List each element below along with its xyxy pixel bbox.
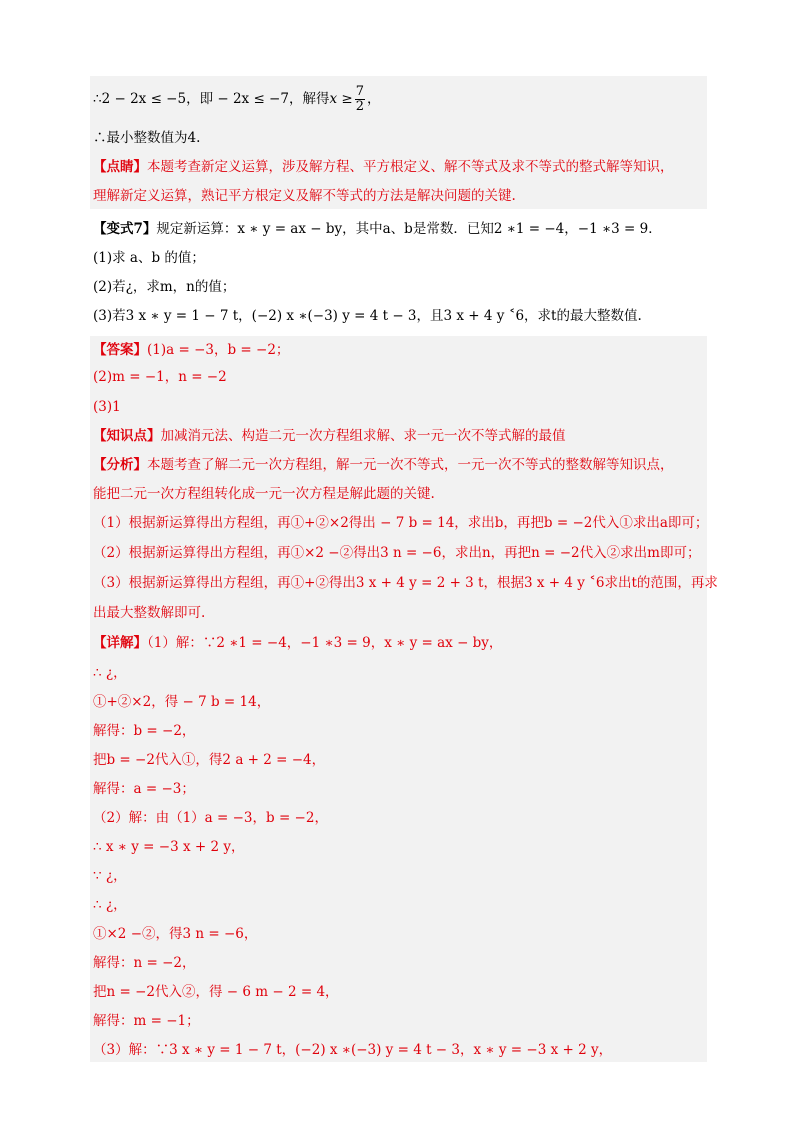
detail-8: ∴ x ∗ y = −3 x + 2 y， [93,839,245,855]
step-2: （2）根据新运算得出方程组，再①×2 −②得出3 n = −6，求出n，再把n = −2代入②求出m即可； [93,545,701,561]
detail-11: ①×2 −②，得3 n = −6， [93,926,258,942]
answer-3: (3)1 [93,399,121,415]
answer-1: (1)a = −3，b = −2； [147,342,290,358]
problem-text: 规定新运算：x ∗ y = ax − by，其中a、b是常数．已知2 ∗1 = −4，−1 ∗3 = 9． [156,221,662,237]
detail-10: ∴ ¿， [93,897,127,913]
min-int-line: ∴最小整数值为4. [93,130,201,146]
detail-line-1 [93,633,502,653]
detail-1: （1）解：∵2 ∗1 = −4，−1 ∗3 = 9，x ∗ y = ax − by， [147,635,503,651]
fraction-denominator: 2 [355,99,364,114]
answer-line-1 [93,340,289,360]
question-2: (2)若¿，求m，n的值； [93,279,236,295]
ineq-suffix: ， [366,91,381,107]
problem-label: 【变式7】 [93,221,157,237]
detail-15: （3）解：∵3 x ∗ y = 1 − 7 t，(−2) x ∗(−3) y = 4 t − 3，x ∗ y = −3 x + 2 y， [93,1042,613,1058]
comment-text: 本题考查新定义运算，涉及解方程、平方根定义、解不等式及求不等式的整式解等知识， [147,159,674,175]
detail-3: ①+②×2，得 − 7 b = 14， [93,694,271,710]
fraction-numerator: 7 [355,84,364,99]
comment-line-1 [93,157,674,177]
analysis-line-2: 能把二元一次方程组转化成一元一次方程是解此题的关键. [93,486,435,502]
comment-label: 【点睛】 [93,159,147,175]
analysis-line-1 [93,455,674,475]
ineq-var: x ≥ [329,91,353,107]
detail-7: （2）解：由（1）a = −3，b = −2， [93,810,328,826]
detail-2: ∴ ¿， [93,665,127,681]
detail-5: 把b = −2代入①，得2 a + 2 = −4， [93,752,326,768]
knowledge-point [93,426,566,446]
answer-2: (2)m = −1，n = −2 [93,369,227,385]
detail-13: 把n = −2代入②，得 − 6 m − 2 = 4， [93,984,339,1000]
detail-6: 解得：a = −3； [93,781,195,797]
analysis-label: 【分析】 [93,457,147,473]
ineq-line [93,85,380,114]
detail-14: 解得：m = −1； [93,1013,200,1029]
question-1: (1)求 a、b 的值； [93,250,205,266]
step-3: （3）根据新运算得出方程组，再①+②得出3 x + 4 y = 2 + 3 t，根据3 x + 4 y ˂6求出t的范围，再求 [93,575,718,591]
detail-12: 解得：n = −2， [93,955,196,971]
knowledge-label: 【知识点】 [93,428,161,444]
detail-9: ∵ ¿， [93,868,127,884]
ineq-prefix: ∴2 − 2x ≤ −5，即 − 2x ≤ −7，解得 [93,91,330,107]
answer-label: 【答案】 [93,342,147,358]
fraction [355,85,365,114]
knowledge-text: 加减消元法、构造二元一次方程组求解、求一元一次不等式解的最值 [160,428,566,444]
question-3: (3)若3 x ∗ y = 1 − 7 t，(−2) x ∗(−3) y = 4 t − 3，且3 x + 4 y ˂6，求t的最大整数值. [93,308,642,324]
problem-line [93,219,662,239]
step-1: （1）根据新运算得出方程组，再①+②×2得出 − 7 b = 14，求出b，再把b = −2代入①求出a即可； [93,515,709,531]
analysis-text: 本题考查了解二元一次方程组，解一元一次不等式，一元一次不等式的整数解等知识点， [147,457,674,473]
detail-4: 解得：b = −2， [93,723,196,739]
detail-label: 【详解】 [93,635,147,651]
comment-line-2: 理解新定义运算，熟记平方根定义及解不等式的方法是解决问题的关键. [93,188,516,204]
step-3-cont: 出最大整数解即可. [93,605,206,621]
